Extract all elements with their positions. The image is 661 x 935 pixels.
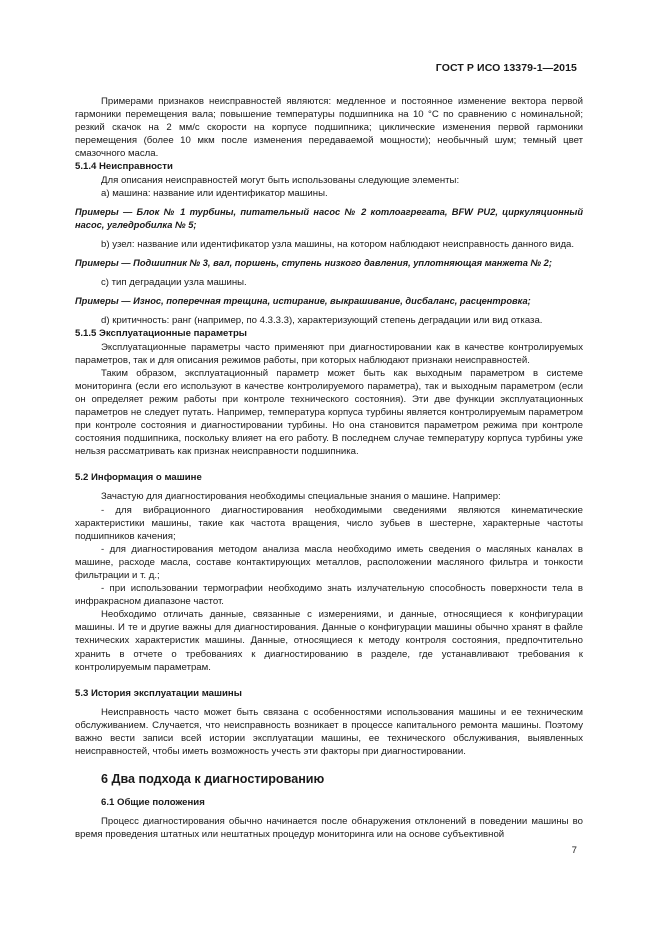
paragraph: Зачастую для диагностирования необходимы специальные знания о машине. Например:	[101, 491, 501, 503]
section-heading-6-1: 6.1 Общие положения	[101, 797, 205, 809]
list-item-dash: - для диагностирования методом анализа масла необходимо иметь сведения о масляных каналах в машине, расходе масла, составе контактирующих металлов, расположении масляного фильтра и тонкости фильтрации и т. д.;	[75, 543, 583, 581]
section-heading-5-3: 5.3 История эксплуатации машины	[75, 687, 242, 699]
list-item-d: d) критичность: ранг (например, по 4.3.3.3), характеризующий степень деградации или вид отказа.	[101, 315, 543, 327]
paragraph: Эксплуатационные параметры часто применяют при диагностировании как в качестве контролируемых параметров, так и для описания режимов работы, при которых наблюдают признаки неисправностей.	[75, 341, 583, 366]
list-item-a: а) машина: название или идентификатор машины.	[101, 187, 328, 199]
chapter-heading-6: 6 Два подхода к диагностированию	[101, 772, 325, 787]
list-item-b: b) узел: название или идентификатор узла машины, на котором наблюдают неисправность данного вида.	[101, 238, 575, 250]
standard-header: ГОСТ Р ИСО 13379-1—2015	[435, 62, 577, 74]
list-item-dash: - для вибрационного диагностирования необходимыми сведениями являются кинематические характеристики машины, такие как частота вращения, число зубьев в шестерне, характерные частоты подшипников качения;	[75, 504, 583, 542]
section-heading-5-2: 5.2 Информация о машине	[75, 472, 202, 484]
list-item-dash: - при использовании термографии необходимо знать излучательную способность поверхности тела в инфракрасном диапазоне частот.	[75, 583, 583, 608]
paragraph: Таким образом, эксплуатационный параметр может быть как выходным параметром в системе мониторинга (если его используют в качестве контролируемого параметра), так и выходным параметром (если он определяет режим работы при контроле технического состояния). Эти две функции эксплуатационных параметров не следует путать. Например, температура корпуса турбины является контролируемым параметром при контроле состояния и диагностировании турбины. Но она становится параметром режима при контроле состояния подшипника, поскольку влияет на его работу. В последнем случае температуру корпуса турбины уже нельзя рассматривать как признак неисправности подшипника.	[75, 367, 583, 458]
page-body	[75, 95, 583, 842]
paragraph: Примерами признаков неисправностей являются: медленное и постоянное изменение вектора первой гармоники перемещения вала; повышение температуры подшипника на 10 °С по сравнению с номинальной; резкий скачок на 2 мм/с скорости на корпусе подшипника; циклические изменения первой гармоники перемещения (более 10 мкм после изменения передаваемой мощности); необычный шум; темный цвет смазочного масла.	[75, 96, 583, 160]
example-note: Примеры — Износ, поперечная трещина, истирание, выкрашивание, дисбаланс, расцентровка;	[75, 296, 531, 307]
paragraph: Процесс диагностирования обычно начинается после обнаружения отклонений в поведении машины во время проведения штатных или нештатных процедур мониторинга или на основе субъективной	[75, 816, 583, 841]
section-heading-5-1-5: 5.1.5 Эксплуатационные параметры	[75, 328, 248, 340]
paragraph: Неисправность часто может быть связана с особенностями использования машины и ее техническим обслуживанием. Случается, что неисправность возникает в процессе капитального ремонта машины. Поэтому важно вести записи всей истории эксплуатации машины, ее технического обслуживания, выявленных неисправностей, чтобы иметь возможность учесть эти факторы при диагностировании.	[75, 706, 583, 758]
paragraph: Необходимо отличать данные, связанные с измерениями, и данные, относящиеся к конфигурации машины. И те и другие важны для диагностирования. Данные о конфигурации машины обычно хранят в файле технических характеристик машины. Данные, относящиеся к методу контроля состояния, предпочтительно хранить в отчете о требованиях к диагностированию в разделе, где устанавливают требования к контролируемым параметрам.	[75, 609, 583, 673]
list-item-c: с) тип деградации узла машины.	[101, 277, 247, 289]
example-note: Примеры — Подшипник № 3, вал, поршень, ступень низкого давления, уплотняющая манжета № 2;	[75, 258, 552, 269]
page-number: 7	[571, 845, 577, 856]
section-heading-5-1-4: 5.1.4 Неисправности	[75, 161, 173, 173]
paragraph: Для описания неисправностей могут быть использованы следующие элементы:	[101, 174, 460, 186]
example-note: Примеры — Блок № 1 турбины, питательный насос № 2 котлоагрегата, BFW PU2, циркуляционный насос, угледробилка № 5;	[75, 206, 583, 230]
